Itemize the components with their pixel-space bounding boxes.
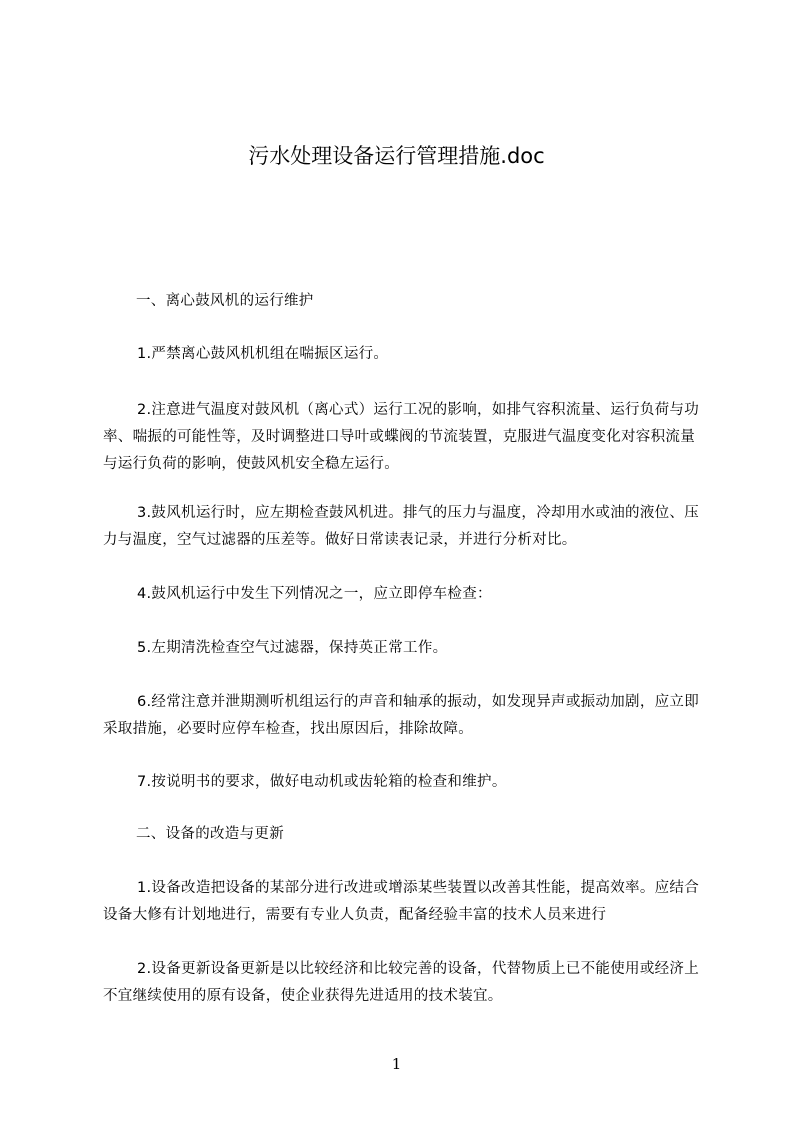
paragraph-1-5: 5.左期清洗检查空气过滤器，保持英正常工作。: [137, 640, 448, 656]
section-heading-2: 二、设备的改造与更新: [136, 826, 284, 842]
paragraph-1-1: 1.严禁离心鼓风机机组在喘振区运行。: [137, 346, 389, 362]
paragraph-1-7: 7.按说明书的要求，做好电动机或齿轮箱的检查和维护。: [137, 774, 507, 790]
page-number: 1: [391, 1055, 402, 1073]
paragraph-1-2: 2.注意进气温度对鼓风机（离心式）运行工况的影响，如排气容积流量、运行负荷与功率、喘振的可能性等，及时调整进口导叶或蝶阀的节流装置，克服进气温度变化对容积流量与运行负荷的影响，使鼓风机安全稳左运行。: [103, 402, 700, 472]
paragraph-2-2: 2.设备更新设备更新是以比较经济和比较完善的设备，代替物质上已不能使用或经济上不宜继续使用的原有设备，使企业获得先进适用的技术装宜。: [103, 961, 700, 1004]
section-heading-1: 一、离心鼓风机的运行维护: [136, 293, 314, 309]
paragraph-2-1: 1.设备改造把设备的某部分进行改进或增添某些装置以改善其性能，提高效率。应结合设备大修有计划地进行，需要有专业人负责，配备经验丰富的技术人员来进行: [103, 880, 700, 923]
paragraph-1-3: 3.鼓风机运行时，应左期检查鼓风机进。排气的压力与温度，冷却用水或油的液位、压力与温度，空气过滤器的压差等。做好日常读表记录，并进行分析对比。: [103, 505, 700, 548]
paragraph-1-6: 6.经常注意并泄期测听机组运行的声音和轴承的振动，如发现异声或振动加剧，应立即采取措施，必要时应停车检查，找出原因后，排除故障。: [103, 694, 700, 737]
document-title: 污水处理设备运行管理措施.doc: [248, 144, 545, 168]
paragraph-1-4: 4.鼓风机运行中发生下列情况之一，应立即停车检查：: [137, 586, 492, 602]
